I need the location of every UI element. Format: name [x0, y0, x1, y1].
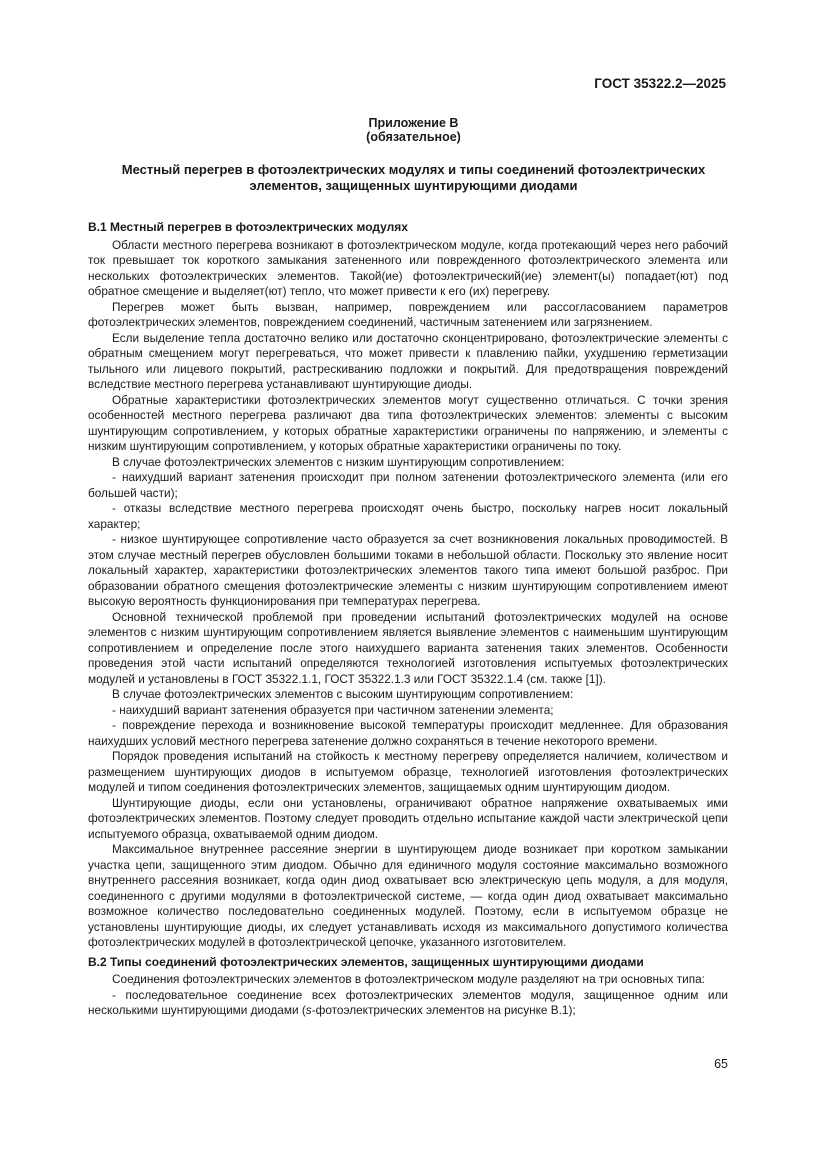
list-item: - отказы вследствие местного перегрева происходят очень быстро, поскольку нагрев носит локальный характер;	[88, 501, 728, 531]
paragraph: Если выделение тепла достаточно велико или достаточно сконцентрировано, фотоэлектрические элементы с обратным смещением могут перегреваться, что может привести к плавлению пайки, ухудшению герметизации тыльного или лицевого покрытий, растрескиванию подложки и покрытий. Для предотвращения повреждений вследствие местного перегрева устанавливают шунтирующие диоды.	[88, 330, 728, 391]
paragraph: В случае фотоэлектрических элементов с низким шунтирующим сопротивлением:	[112, 454, 565, 469]
section-heading: В.2 Типы соединений фотоэлектрических элементов, защищенных шунтирующими диодами	[88, 954, 644, 969]
list-item	[88, 988, 728, 1019]
list-item-text: -фотоэлектрических элементов на рисунке В.1);	[311, 1003, 576, 1017]
appendix-status: (обязательное)	[366, 130, 461, 144]
paragraph: Обратные характеристики фотоэлектрических элементов могут существенно отличаться. С точки зрения особенностей местного перегрева различают два типа фотоэлектрических элементов: элементы с высоким шунтирующим сопротивлением, у которых обратные характеристики ограничены по напряжению, и элементы с низким шунтирующим сопротивлением, у которых обратные характеристики ограничены по току.	[88, 392, 728, 453]
body-text	[88, 218, 728, 1019]
paragraph: Соединения фотоэлектрических элементов в фотоэлектрическом модуле разделяют на три основных типа:	[112, 972, 705, 986]
list-item-text: - последовательное соединение всех фотоэлектрических элементов модуля, защищенное одним или несколькими шунтирующими диодами (	[88, 987, 728, 1017]
list-item: - наихудший вариант затенения происходит при полном затенении фотоэлектрического элемента (или его большей части);	[88, 470, 728, 500]
standard-code: ГОСТ 35322.2—2025	[594, 76, 726, 91]
page-number: 65	[714, 1057, 728, 1071]
italic-symbol: s	[305, 1003, 312, 1017]
appendix-title	[60, 162, 767, 194]
appendix-heading	[0, 116, 827, 144]
appendix-title-line2: элементов, защищенных шунтирующими диодами	[249, 178, 578, 193]
list-item: - наихудший вариант затенения образуется при частичном затенении элемента;	[112, 702, 554, 717]
paragraph: Перегрев может быть вызван, например, повреждением или рассогласованием параметров фотоэлектрических элементов, повреждением соединений, частичным затенением или загрязнением.	[88, 299, 728, 329]
paragraph: В случае фотоэлектрических элементов с высоким шунтирующим сопротивлением:	[112, 687, 574, 701]
list-item: - повреждение перехода и возникновение высокой температуры происходит медленнее. Для образования наихудших условий местного перегрева затенение должно сохраняться в течение некоторого времени.	[88, 718, 728, 748]
paragraph: Основной технической проблемой при проведении испытаний фотоэлектрических модулей на основе элементов с низким шунтирующим сопротивлением является выявление элементов с наименьшим шунтирующим сопротивлением и определение после этого наихудшего варианта затенения таких элементов. Особенности проведения этой части испытаний определяются технологией изготовления испытуемых фотоэлектрических модулей и установлены в ГОСТ 35322.1.1, ГОСТ 35322.1.3 или ГОСТ 35322.1.4 (см. также [1]).	[88, 609, 728, 686]
section-heading: В.1 Местный перегрев в фотоэлектрических модулях	[88, 220, 408, 234]
appendix-title-line1: Местный перегрев в фотоэлектрических модулях и типы соединений фотоэлектрических	[121, 162, 706, 177]
list-item: - низкое шунтирующее сопротивление часто образуется за счет возникновения локальных проводимостей. В этом случае местный перегрев обусловлен большими токами в небольшой области. Поскольку это явление носит локальный характер, характеристики фотоэлектрических элементов такого типа имеют большой разброс. При образовании обратного смещения фотоэлектрические элементы с низким шунтирующим сопротивлением имеют высокую вероятность функционирования при температурах перегрева.	[88, 532, 728, 608]
paragraph: Области местного перегрева возникают в фотоэлектрическом модуле, когда протекающий через него рабочий ток превышает ток короткого замыкания затененного или поврежденного фотоэлектрического элемента или нескольких фотоэлектрических элементов. Такой(ие) фотоэлектрический(ие) элемент(ы) попадает(ют) под обратное смещение и выделяет(ют) тепло, что может привести к его (их) перегреву.	[88, 237, 728, 298]
appendix-label: Приложение В	[368, 116, 459, 130]
paragraph: Порядок проведения испытаний на стойкость к местному перегреву определяется наличием, количеством и размещением шунтирующих диодов в испытуемом образце, технологией изготовления фотоэлектрических модулей и типом соединения фотоэлектрических элементов, защищаемых одним шунтирующим диодом.	[88, 749, 728, 794]
paragraph: Шунтирующие диоды, если они установлены, ограничивают обратное напряжение охватываемых ими фотоэлектрических элементов. Поэтому следует проводить отдельно испытание каждой части электрической цепи испытуемого образца, охватываемой одним диодом.	[88, 795, 728, 841]
paragraph: Максимальное внутреннее рассеяние энергии в шунтирующем диоде возникает при коротком замыкании участка цепи, защищенного этим диодом. Обычно для единичного модуля состояние максимально возможного внутреннего рассеяния возникает, когда один диод охватывает всю электрическую цепь модуля, а для модуля, соединенного с другими модулями в фотоэлектрической системе, — когда один диод охватывает максимально возможное количество последовательно соединенных модулей. Поэтому, если в испытуемом образце не установлены шунтирующие диоды, их следует устанавливать исходя из максимального допустимого количества фотоэлектрических модулей в фотоэлектрической цепочке, указанного изготовителем.	[88, 842, 728, 949]
